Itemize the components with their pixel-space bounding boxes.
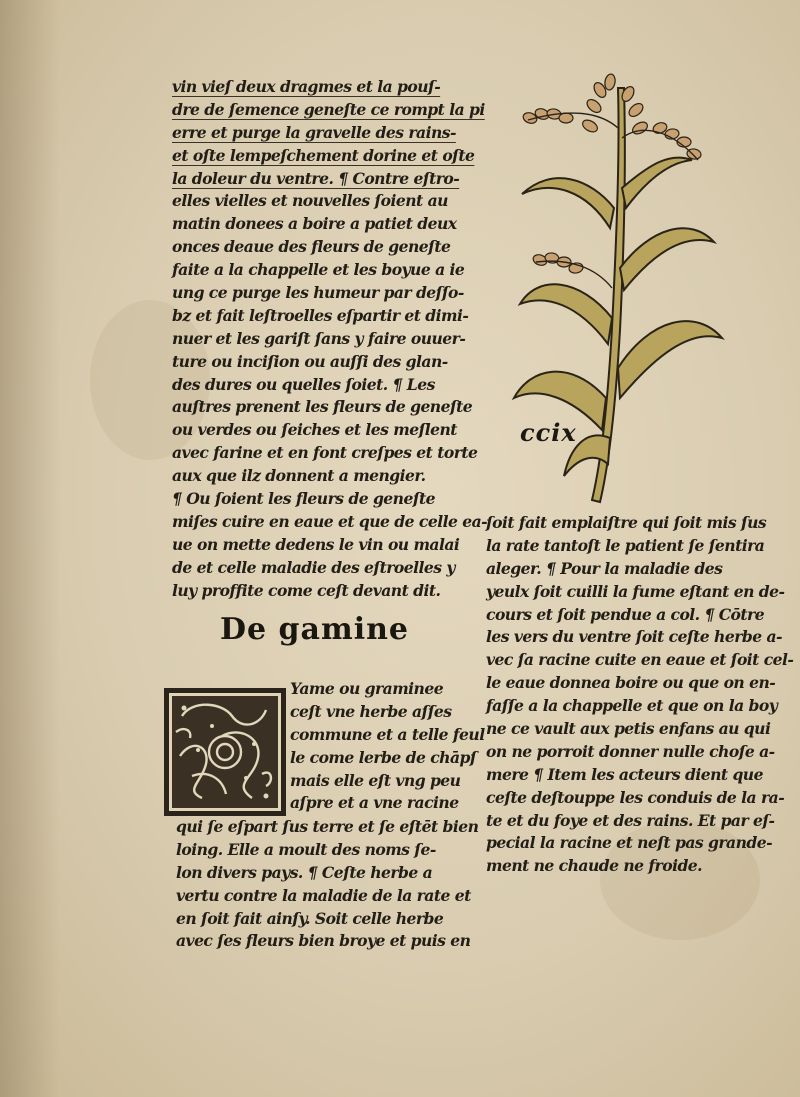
text-line: faſſe a la chappelle et que on la boy xyxy=(486,696,778,716)
text-line: le eaue donnea boire ou que on en- xyxy=(486,673,776,693)
text-line: mais elle eſt vng peu xyxy=(290,770,461,790)
text-line: luy proffite come ceſt devant dit. xyxy=(172,580,441,600)
text-line: aſpre et a vne racine xyxy=(290,793,459,813)
text-line: avec farine et en font creſpes et torte xyxy=(172,443,478,463)
text-line: yeulx ſoit cuilli la fume eſtant en de- xyxy=(486,581,785,601)
decorated-initial xyxy=(162,686,288,818)
text-line: matin donees a boire a patiet deux xyxy=(172,214,457,234)
text-line: erre et purge la gravelle des rains- xyxy=(172,122,456,142)
text-line: ne ce vault aux petis enfans au qui xyxy=(486,719,771,739)
text-line: la doleur du ventre. ¶ Contre eſtro- xyxy=(172,168,460,188)
woodcut-initial-icon xyxy=(162,686,288,818)
text-line: mere ¶ Item les acteurs dient que xyxy=(486,764,763,784)
text-line: cours et ſoit pendue a col. ¶ Cōtre xyxy=(486,604,765,624)
right-text-column xyxy=(486,512,794,878)
text-line: ceſt vne herbe aſſes xyxy=(290,701,452,721)
text-line: et oſte lempeſchement dorine et oſte xyxy=(172,145,475,165)
text-line: dre de ſemence geneſte ce rompt la pi xyxy=(172,99,485,119)
text-line: vec ſa racine cuite en eaue et ſoit cel- xyxy=(486,650,794,670)
text-line: des dures ou quelles ſoiet. ¶ Les xyxy=(172,374,435,394)
left-text-column xyxy=(172,76,488,602)
text-line: on ne porroit donner nulle choſe a- xyxy=(486,741,775,761)
text-line: aleger. ¶ Pour la maladie des xyxy=(486,558,723,578)
text-line: ung ce purge les humeur par deſſo- xyxy=(172,283,464,303)
folio-number: ccix xyxy=(520,418,577,447)
text-line: la rate tantoſt le patient ſe ſentira xyxy=(486,535,765,555)
text-line: lon divers pays. ¶ Ceſte herbe a xyxy=(176,862,433,882)
text-line: ue on mette dedens le vin ou malai xyxy=(172,534,460,554)
text-line: bz et fait leſtroelles eſpartir et dimi- xyxy=(172,305,469,325)
text-line: ment ne chaude ne froide. xyxy=(486,856,703,876)
text-line: le come lerbe de chāpſ xyxy=(290,747,477,767)
text-line: vertu contre la maladie de la rate et xyxy=(176,885,471,905)
text-line: elles vielles et nouvelles ſoient au xyxy=(172,191,448,211)
text-line: auſtres prenent les fleurs de geneſte xyxy=(172,397,473,417)
text-line: les vers du ventre ſoit ceſte herbe a- xyxy=(486,627,782,647)
text-line: ou verdes ou ſeiches et les meſlent xyxy=(172,420,457,440)
text-line: loing. Elle a moult des noms ſe- xyxy=(176,839,436,859)
text-line: vin vieſ deux dragmes et la pouſ- xyxy=(172,77,441,96)
text-line: ſoit fait emplaiſtre qui ſoit mis ſus xyxy=(486,513,767,532)
initial-side-column xyxy=(290,678,485,815)
text-line: faite a la chappelle et les boyue a ie xyxy=(172,260,465,280)
text-line: Yame ou graminee xyxy=(290,679,444,698)
text-line: commune et a telle feul xyxy=(290,724,485,744)
text-line: en ſoit fait ainſy. Soit celle herbe xyxy=(176,908,444,928)
text-line: ceſte deſtouppe les conduis de la ra- xyxy=(486,787,785,807)
text-line: avec ſes fleurs bien broye et puis en xyxy=(176,931,471,951)
text-line: pecial la racine et neſt pas grande- xyxy=(486,833,773,853)
text-line: ¶ Ou ſoient les fleurs de geneſte xyxy=(172,489,436,509)
text-line: aux que ilz donnent a mengier. xyxy=(172,466,426,486)
text-line: qui ſe eſpart ſus terre et ſe eſtēt bien xyxy=(176,817,479,836)
left-lower-column xyxy=(176,816,479,953)
text-line: nuer et les gariſt ſans y faire ouuer- xyxy=(172,328,466,348)
text-line: te et du foye et des rains. Et par eſ- xyxy=(486,810,775,830)
text-line: onces deaue des fleurs de geneſte xyxy=(172,237,451,257)
text-line: miſes cuire en eaue et que de celle ea- xyxy=(172,511,488,531)
text-line: ture ou inciſion ou auſſi des glan- xyxy=(172,351,448,371)
section-heading: De gamine xyxy=(220,612,409,647)
text-line: de et celle maladie des eſtroelles y xyxy=(172,557,455,577)
